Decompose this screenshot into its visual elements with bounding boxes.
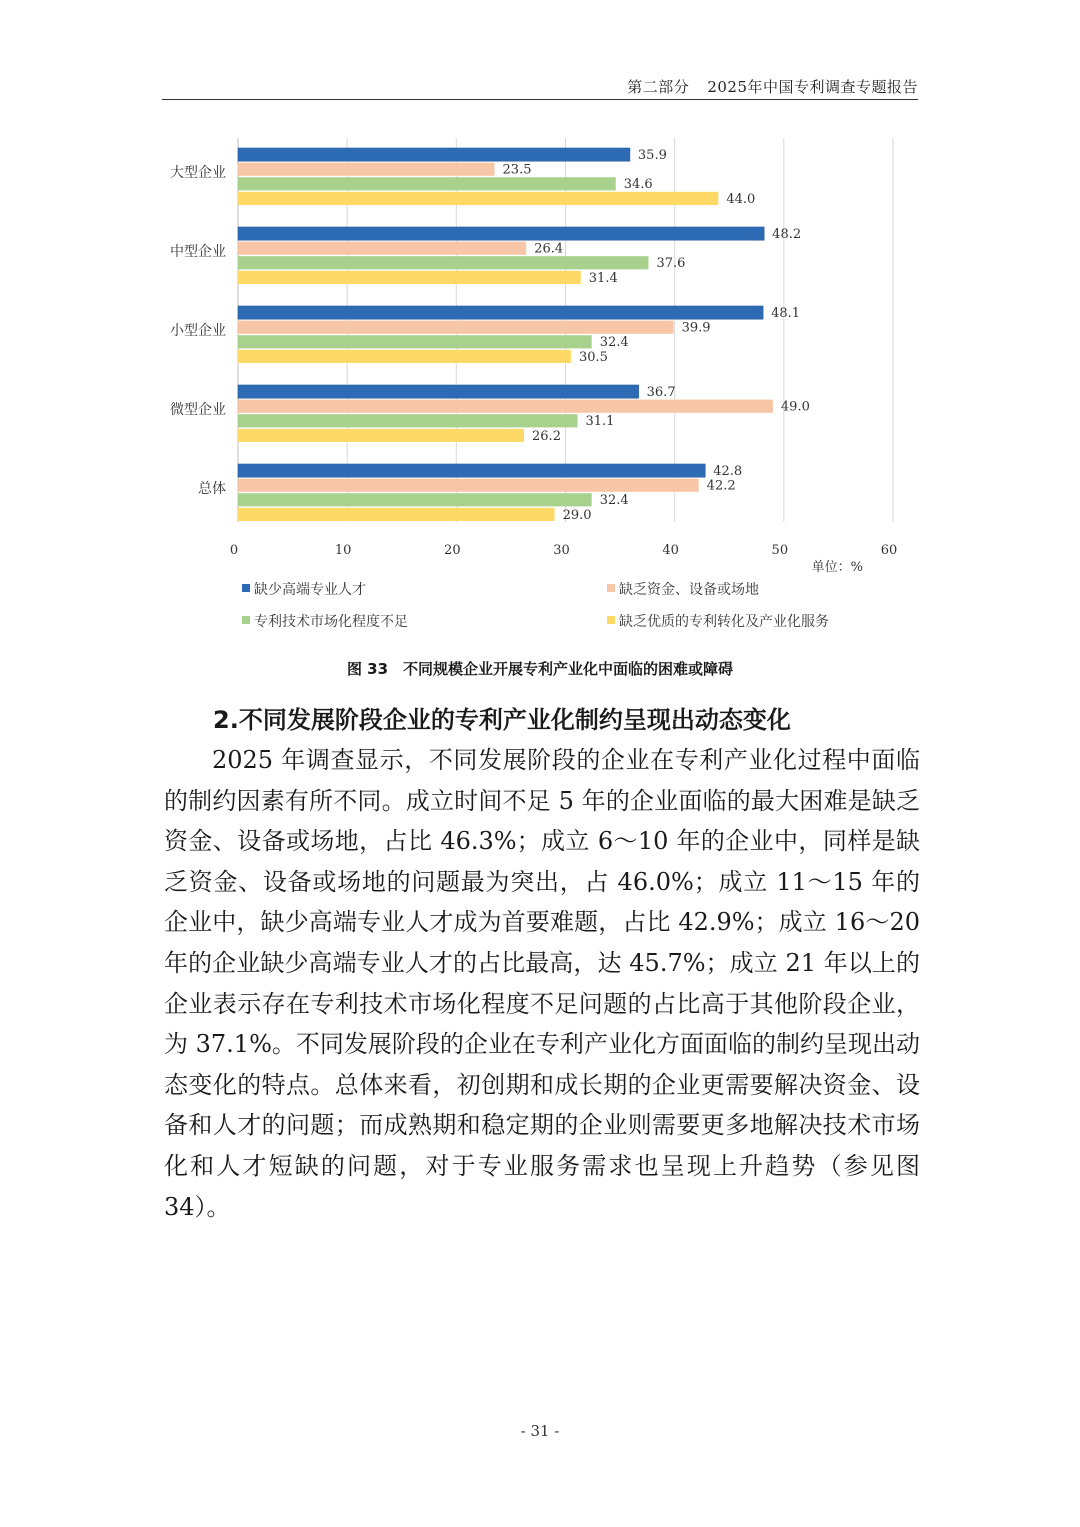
- category-label: 大型企业: [170, 165, 226, 181]
- data-label: 31.1: [585, 414, 615, 430]
- data-label: 32.4: [599, 335, 629, 351]
- data-label: 26.4: [534, 241, 564, 257]
- data-label: 49.0: [780, 399, 810, 415]
- unit-label: 单位：%: [811, 560, 863, 575]
- bar: [238, 350, 571, 363]
- bar-chart: [150, 128, 910, 648]
- bar: [238, 306, 763, 319]
- data-label: 35.9: [637, 148, 667, 163]
- data-label: 37.6: [656, 256, 686, 272]
- legend-swatch: [242, 584, 250, 592]
- legend-label: 专利技术市场化程度不足: [254, 614, 408, 630]
- data-label: 31.4: [588, 270, 618, 286]
- legend-label: 缺乏优质的专利转化及产业化服务: [619, 614, 829, 630]
- data-label: 42.8: [713, 464, 743, 479]
- header-title: 2025年中国专利调查专题报告: [707, 78, 918, 96]
- bar: [238, 335, 592, 348]
- data-label: 30.5: [578, 349, 608, 365]
- legend-swatch: [242, 616, 250, 624]
- bar: [238, 385, 639, 398]
- data-label: 32.4: [599, 493, 629, 509]
- bar: [238, 414, 578, 427]
- x-tick-label: 10: [334, 543, 352, 558]
- bar: [238, 271, 581, 284]
- header-section: 第二部分: [627, 78, 690, 96]
- bar: [238, 148, 630, 161]
- data-label: 23.5: [502, 162, 532, 178]
- data-label: 44.0: [726, 191, 756, 207]
- page-number: - 31 -: [520, 1422, 560, 1440]
- body-paragraph: 2025 年调查显示，不同发展阶段的企业在专利产业化过程中面临的制约因素有所不同。成立时间不足 5 年的企业面临的最大困难是缺乏资金、设备或场地，占比 46.3%；成立 6～10 年的企业中，同样是缺乏资金、设备或场地的问题最为突出，占 46.0%；成立 11～15 年的企业中，缺少高端专业人才成为首要难题，占比 42.9%；成立 16～20 年的企业缺少高端专业人才的占比最高，达 45.7%；成立 21 年以上的企业表示存在专利技术市场化程度不足问题的占比高于其他阶段企业，为 37.1%。不同发展阶段的企业在专利产业化方面面临的制约呈现出动态变化的特点。总体来看，初创期和成长期的企业更需要解决资金、设备和人才的问题；而成熟期和稳定期的企业则需要更多地解决技术市场化和人才短缺的问题，对于专业服务需求也呈现上升趋势（参见图 34）。: [164, 746, 920, 1221]
- x-tick-label: 50: [771, 543, 789, 558]
- bar: [238, 227, 764, 240]
- data-label: 36.7: [646, 385, 676, 400]
- bar: [238, 400, 773, 413]
- bar: [238, 321, 674, 334]
- bar: [238, 242, 526, 255]
- bar: [238, 479, 699, 492]
- legend-label: 缺乏资金、设备或场地: [619, 582, 759, 598]
- bar: [238, 256, 648, 269]
- page-header: [627, 76, 918, 97]
- x-tick-label: 60: [880, 543, 898, 558]
- x-tick-label: 0: [229, 543, 239, 558]
- data-label: 42.2: [706, 478, 736, 494]
- data-label: 34.6: [623, 177, 653, 193]
- x-tick-label: 20: [444, 543, 461, 558]
- data-label: 29.0: [562, 507, 592, 523]
- category-label: 小型企业: [170, 323, 226, 339]
- bar: [238, 177, 616, 190]
- legend-swatch: [607, 616, 615, 624]
- bar: [238, 493, 592, 506]
- bar: [238, 192, 718, 205]
- bar: [238, 163, 495, 176]
- data-label: 39.9: [681, 320, 711, 336]
- category-label: 微型企业: [170, 402, 226, 418]
- figure-caption: 图 33 不同规模企业开展专利产业化中面临的困难或障碍: [346, 660, 734, 678]
- bar: [238, 464, 705, 477]
- bar: [238, 429, 524, 442]
- legend-swatch: [607, 584, 615, 592]
- x-tick-label: 40: [662, 543, 679, 558]
- data-label: 48.1: [771, 306, 801, 321]
- section-heading: 2.不同发展阶段企业的专利产业化制约呈现出动态变化: [213, 706, 791, 734]
- header-rule: [162, 99, 918, 100]
- data-label: 48.2: [772, 227, 802, 242]
- category-label: 总体: [198, 481, 226, 497]
- legend-label: 缺少高端专业人才: [254, 582, 366, 598]
- data-label: 26.2: [532, 428, 561, 444]
- category-label: 中型企业: [170, 244, 226, 260]
- bar: [238, 508, 555, 521]
- x-tick-label: 30: [553, 543, 570, 558]
